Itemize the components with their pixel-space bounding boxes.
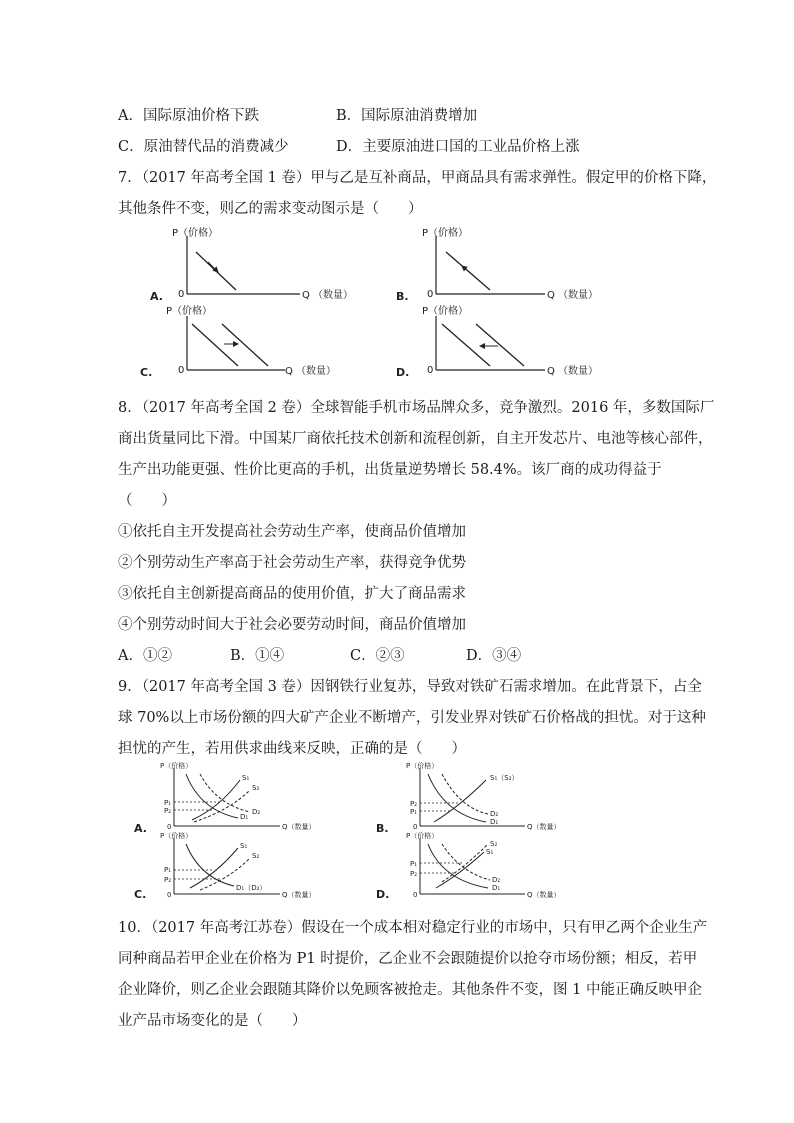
q9-d-q-label: Q（数量）	[527, 891, 561, 899]
q8-item-3: ③依托自主创新提高商品的使用价值，扩大了商品需求	[118, 586, 466, 602]
q9-c-p1: P₁	[164, 866, 172, 874]
q9-c-demand-d1d2	[186, 844, 234, 886]
q7-figure	[140, 224, 599, 384]
q8-stem-line1: 8．（2017 年高考全国 2 卷）全球智能手机市场品牌众多，竞争激烈。2016 年，多数国际厂	[118, 400, 715, 416]
q6-option-d: D．主要原油进口国的工业品价格上涨	[336, 139, 580, 155]
q8-option-d: D．③④	[466, 648, 522, 664]
q9-d-demand-d1	[428, 844, 488, 888]
q7-d-p-label: P（价格）	[422, 306, 469, 317]
q7-c-q-label: Q （数量）	[285, 366, 337, 377]
q9-b-demand-d2	[442, 774, 488, 814]
q9-b-s1s2: S₁（S₂）	[490, 774, 519, 782]
q9-a-supply-s1	[192, 780, 240, 820]
q9-b-demand-d1	[428, 774, 486, 822]
q6-option-b: B．国际原油消费增加	[336, 108, 478, 124]
q9-d-s2: S₂	[490, 840, 498, 848]
q7-stem-line1: 7．（2017 年高考全国 1 卷）甲与乙是互补商品，甲商品具有需求弹性。假定甲的价格下降，	[118, 170, 717, 186]
q9-graph-d	[376, 831, 561, 901]
q9-c-option-label: C.	[134, 888, 147, 901]
q10-stem-line2: 同种商品若甲企业在价格为 P1 时提价，乙企业不会跟随提价以抢夺市场份额；相反，若甲	[118, 951, 698, 967]
q9-c-s2: S₂	[252, 852, 260, 860]
q8-item-2: ②个别劳动生产率高于社会劳动生产率，获得竞争优势	[118, 555, 466, 571]
q9-a-p2: P₂	[164, 807, 172, 815]
q9-a-option-label: A.	[134, 822, 147, 835]
q9-d-origin: 0	[413, 891, 418, 899]
q7-c-p-label: P（价格）	[166, 306, 213, 317]
q9-d-d2: D₂	[492, 876, 501, 884]
q7-c-option-label: C.	[140, 366, 153, 379]
q7-c-origin: 0	[178, 365, 185, 376]
q9-b-p2: P₂	[410, 800, 418, 808]
q9-a-origin: 0	[167, 823, 172, 831]
q7-b-q-label: Q （数量）	[547, 290, 599, 301]
q8-item-1: ①依托自主开发提高社会劳动生产率，使商品价值增加	[118, 524, 466, 540]
q9-c-q-label: Q（数量）	[282, 891, 316, 899]
q7-a-p-label: P（价格）	[172, 228, 219, 239]
q7-b-arrow	[462, 266, 474, 276]
q9-a-d1: D₁	[240, 813, 249, 821]
q9-figure	[130, 762, 561, 902]
q9-d-p2: P₂	[410, 870, 418, 878]
q9-c-p2: P₂	[164, 876, 172, 884]
q7-c-curve-1	[192, 324, 238, 366]
q7-graph-c	[140, 304, 336, 379]
q8-stem-line2: 商出货量同比下滑。中国某厂商依托技术创新和流程创新，自主开发芯片、电池等核心部件，	[118, 431, 713, 447]
q9-d-option-label: D.	[376, 888, 390, 901]
q9-b-option-label: B.	[376, 822, 389, 835]
q7-b-option-label: B.	[396, 290, 409, 303]
q9-graph-a	[134, 761, 316, 835]
q9-graph-b	[376, 761, 561, 835]
q9-c-s1: S₁	[240, 842, 248, 850]
q7-b-origin: 0	[427, 289, 434, 300]
q9-a-demand-d1	[186, 774, 238, 818]
q7-graph-d	[396, 304, 598, 379]
q9-c-supply-s1	[190, 848, 238, 888]
q7-a-q-label: Q （数量）	[302, 290, 354, 301]
q9-a-s2: S₂	[252, 784, 260, 792]
q9-d-p-label: P（价格）	[406, 832, 439, 840]
q9-stem-line2: 球 70%以上市场份额的四大矿产企业不断增产，引发业界对铁矿石价格战的担忧。对于这种	[118, 710, 706, 726]
q7-d-option-label: D.	[396, 366, 410, 379]
q9-b-d1: D₁	[490, 818, 499, 826]
q9-d-supply-s1	[436, 852, 484, 888]
q7-a-arrow	[208, 262, 218, 272]
q9-b-p-label: P（价格）	[406, 762, 439, 770]
q8-option-b: B．①④	[230, 648, 285, 664]
q10-stem-line1: 10．（2017 年高考江苏卷）假设在一个成本相对稳定行业的市场中，只有甲乙两个企业生产	[118, 920, 708, 936]
q9-a-s1: S₁	[242, 774, 250, 782]
q9-c-origin: 0	[167, 891, 172, 899]
q9-b-supply-s1s2	[434, 780, 486, 822]
q6-option-a: A．国际原油价格下跌	[118, 108, 259, 124]
q9-stem-line1: 9．（2017 年高考全国 3 卷）因钢铁行业复苏，导致对铁矿石需求增加。在此背景下，占全	[118, 679, 702, 695]
q9-d-d1: D₁	[492, 884, 501, 892]
q9-d-s1: S₁	[486, 848, 494, 856]
q7-graph-a	[150, 226, 353, 303]
q9-graph-c	[134, 831, 316, 901]
q9-b-origin: 0	[413, 823, 418, 831]
q9-a-p-label: P（价格）	[160, 762, 193, 770]
q10-stem-line3: 企业降价，则乙企业会跟随其降价以免顾客被抢走。其他条件不变，图 1 中能正确反映甲企	[118, 982, 702, 998]
q6-option-c: C．原油替代品的消费减少	[118, 139, 289, 155]
q7-graph-b	[396, 226, 598, 303]
q9-b-p1: P₁	[410, 808, 418, 816]
q7-a-option-label: A.	[150, 290, 163, 303]
q7-stem-line2: 其他条件不变，则乙的需求变动图示是（ ）	[118, 201, 423, 217]
q7-a-demand-curve	[196, 252, 236, 290]
q7-c-curve-2	[222, 324, 268, 366]
q8-option-a: A．①②	[118, 648, 172, 664]
q8-option-c: C．②③	[350, 648, 405, 664]
q9-d-p1: P₁	[410, 860, 418, 868]
q7-d-q-label: Q （数量）	[547, 366, 599, 377]
q7-a-origin: 0	[178, 289, 185, 300]
q8-stem-line3: 生产出功能更强、性价比更高的手机，出货量逆势增长 58.4%。该厂商的成功得益于	[118, 462, 662, 478]
q7-b-p-label: P（价格）	[422, 228, 469, 239]
q8-stem-line4: （ ）	[118, 493, 176, 509]
q9-c-d1d2: D₁（D₂）	[236, 884, 267, 892]
q9-b-q-label: Q（数量）	[527, 823, 561, 831]
q10-stem-line4: 业产品市场变化的是（ ）	[118, 1013, 307, 1029]
q9-stem-line3: 担忧的产生，若用供求曲线来反映，正确的是（ ）	[118, 741, 466, 757]
q7-d-origin: 0	[427, 365, 434, 376]
q9-b-d2: D₂	[490, 810, 499, 818]
q9-a-q-label: Q（数量）	[282, 823, 316, 831]
q9-a-d2: D₂	[252, 808, 261, 816]
q8-item-4: ④个别劳动时间大于社会必要劳动时间，商品价值增加	[118, 617, 466, 633]
q9-c-p-label: P（价格）	[160, 832, 193, 840]
q9-a-p1: P₁	[164, 799, 172, 807]
